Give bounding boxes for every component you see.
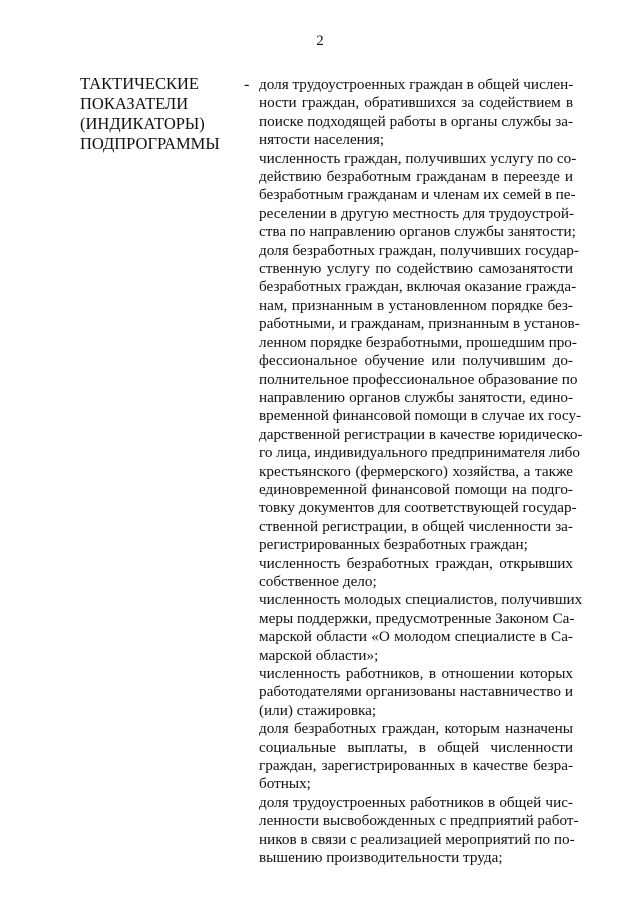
indicator-line: нятости населения;: [259, 131, 385, 149]
indicator-line: безработным гражданам и членам их семей в пе-: [259, 186, 576, 204]
indicator-line: численность молодых специалистов, получивших: [259, 591, 583, 609]
indicator-line: единовременной финансовой помощи на подго-: [259, 480, 573, 498]
indicator-line: численность граждан, получивших услугу по со-: [259, 149, 577, 167]
indicator-line: ников в связи с реализацией мероприятий по по-: [259, 830, 575, 848]
indicator-line: работными, и гражданам, признанным в установ-: [259, 315, 580, 333]
indicator-item: [259, 149, 577, 242]
heading-line: ПОКАЗАТЕЛИ: [80, 94, 189, 113]
heading-line: (ИНДИКАТОРЫ): [80, 114, 205, 133]
indicator-line: временной финансовой помощи в случае их госу-: [259, 407, 582, 425]
indicator-item: [259, 76, 573, 150]
indicator-line: численность безработных граждан, открывших: [259, 554, 573, 572]
indicator-item: [259, 720, 573, 794]
indicator-line: ботных;: [259, 775, 311, 793]
indicator-line: го лица, индивидуального предпринимателя либо: [259, 444, 580, 462]
indicator-line: поиске подходящей работы в органы службы за-: [259, 112, 573, 130]
indicator-line: ленном порядке безработными, прошедшим про-: [259, 333, 577, 351]
indicator-line: дарственной регистрации в качестве юридическо-: [259, 425, 583, 443]
heading-line: ТАКТИЧЕСКИЕ: [80, 74, 199, 93]
indicator-line: ленности высвобожденных с предприятий работ-: [259, 812, 579, 830]
indicator-line: направлению органов службы занятости, едино-: [259, 388, 573, 406]
indicator-line: нам, признанным в установленном порядке без-: [259, 296, 573, 314]
indicator-line: полнительное профессиональное образование по: [259, 370, 578, 388]
indicator-line: вышению производительности труда;: [259, 849, 503, 867]
indicator-line: ственной регистрации, в общей численности за-: [259, 517, 573, 535]
indicator-line: ственную услугу по содействию самозанятости: [259, 260, 573, 278]
indicator-line: крестьянского (фермерского) хозяйства, а также: [259, 462, 573, 480]
indicator-line: действию безработным гражданам в переезде и: [259, 168, 573, 186]
indicator-line: социальные выплаты, в общей численности: [259, 738, 573, 756]
indicator-line: безработных граждан, включая оказание гражда-: [259, 278, 577, 296]
heading-line: ПОДПРОГРАММЫ: [80, 134, 220, 153]
indicator-item: [259, 665, 573, 720]
indicator-line: доля трудоустроенных граждан в общей числен-: [259, 76, 574, 93]
indicator-line: собственное дело;: [259, 572, 377, 590]
indicator-line: фессиональное обучение или получившим до-: [259, 352, 573, 370]
page-number: 2: [316, 33, 324, 49]
indicator-line: доля безработных граждан, получивших государ-: [259, 241, 579, 259]
indicator-line: численность работников, в отношении которых: [259, 665, 573, 682]
indicator-line: товку документов для соответствующей государ-: [259, 499, 577, 517]
indicator-line: доля трудоустроенных работников в общей чис-: [259, 793, 573, 811]
indicator-line: марской области»;: [259, 646, 379, 664]
indicator-line: ства по направлению органов службы занятости;: [259, 223, 576, 241]
indicator-item: [259, 793, 579, 868]
indicator-line: марской области «О молодом специалисте в Са-: [259, 628, 573, 646]
indicator-item: [259, 591, 583, 665]
indicator-line: ности граждан, обратившихся за содействием в: [259, 94, 573, 112]
indicator-item: [259, 555, 573, 592]
indicator-line: регистрированных безработных граждан;: [259, 536, 528, 554]
indicator-list: [259, 76, 583, 867]
indicator-line: граждан, зарегистрированных в качестве безра-: [259, 757, 573, 775]
list-dash: -: [244, 76, 250, 93]
indicator-line: работодателями организованы наставничество и: [259, 683, 573, 701]
section-heading: [80, 74, 240, 154]
indicator-item: [259, 241, 583, 555]
indicator-line: реселении в другую местность для трудоустрой-: [259, 204, 575, 222]
indicator-line: доля безработных граждан, которым назначены: [259, 720, 573, 738]
indicator-line: (или) стажировка;: [259, 701, 377, 719]
indicator-line: меры поддержки, предусмотренные Законом Са-: [259, 609, 575, 627]
